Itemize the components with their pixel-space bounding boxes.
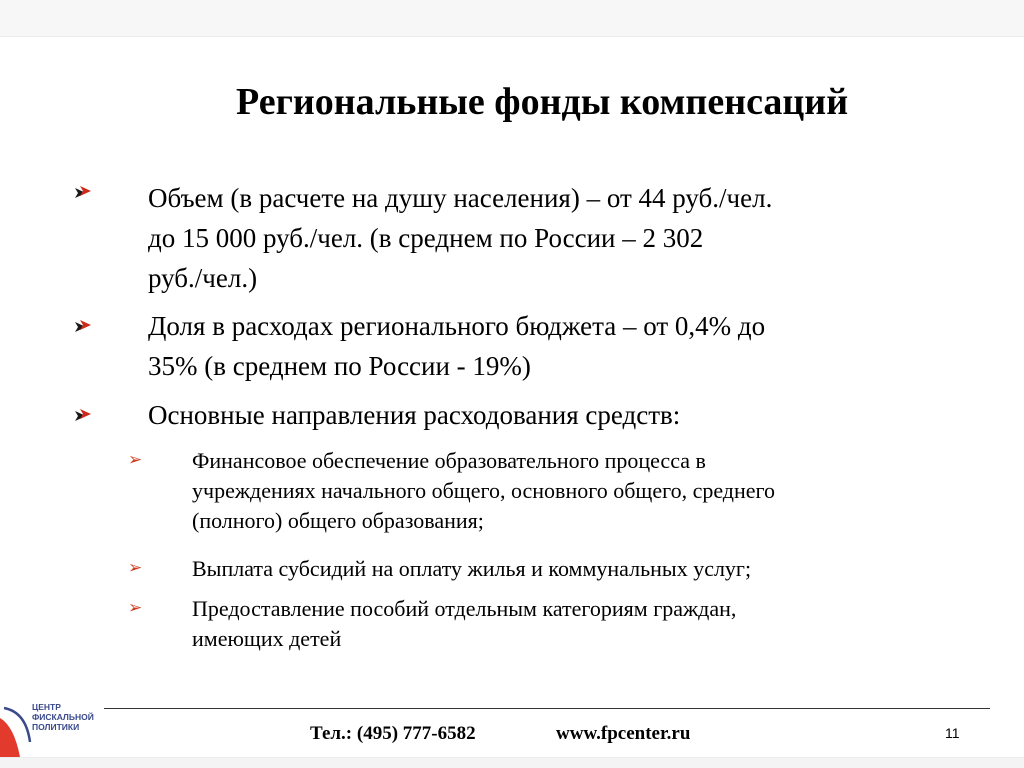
logo-line: ЦЕНТР (32, 702, 61, 712)
bullet-line: руб./чел.) (148, 263, 258, 293)
subbullet-family-benefits (192, 594, 736, 654)
subbullet-line: Выплата субсидий на оплату жилья и коммунальных услуг; (192, 556, 752, 581)
bullet-line: Объем (в расчете на душу населения) – от 44 руб./чел. (148, 183, 773, 213)
page-number: 11 (945, 725, 960, 741)
arrow-bullet-icon (72, 405, 94, 427)
subbullet-line: Предоставление пособий отдельным категориям граждан, (192, 596, 737, 621)
bullet-line: Доля в расходах регионального бюджета – от 0,4% до (148, 311, 766, 341)
bullet-budget-share (148, 306, 765, 386)
subbullet-line: имеющих детей (192, 626, 342, 651)
viewer-bottom-bar (0, 757, 1024, 768)
arrow-bullet-icon (72, 316, 94, 338)
bullet-line: Основные направления расходования средств: (148, 400, 681, 430)
bullet-line: 35% (в среднем по России - 19%) (148, 351, 531, 381)
logo-line: ПОЛИТИКИ (32, 722, 80, 732)
footer-divider (104, 708, 990, 709)
subbullet-line: (полного) общего образования; (192, 508, 484, 533)
subbullet-line: Финансовое обеспечение образовательного процесса в (192, 448, 706, 473)
bullet-directions (148, 395, 680, 435)
arrow-bullet-icon (72, 182, 94, 204)
subbullet-housing-subsidies (192, 554, 751, 584)
chevron-right-icon: ➢ (128, 598, 143, 618)
slide-title: Региональные фонды компенсаций (236, 81, 849, 123)
subbullet-education (192, 446, 775, 536)
logo-text (32, 702, 94, 732)
bullet-line: до 15 000 руб./чел. (в среднем по России – 2 302 (148, 223, 704, 253)
bullet-volume (148, 178, 772, 298)
fiscal-policy-center-logo (0, 688, 32, 757)
chevron-right-icon: ➢ (128, 450, 143, 470)
footer-phone: Тел.: (495) 777-6582 (310, 723, 476, 744)
viewer-top-bar (0, 0, 1024, 37)
footer-website-link[interactable]: www.fpcenter.ru (556, 723, 691, 744)
logo-line: ФИСКАЛЬНОЙ (32, 712, 94, 722)
chevron-right-icon: ➢ (128, 558, 143, 578)
subbullet-line: учреждениях начального общего, основного общего, среднего (192, 478, 776, 503)
